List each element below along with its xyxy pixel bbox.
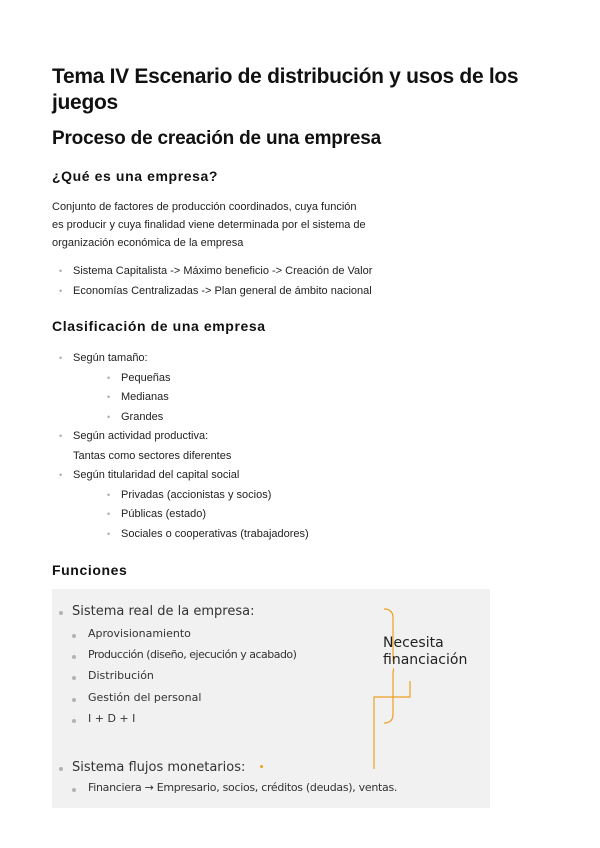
list-item: • Sistema Capitalista -> Máximo beneficio -> Creación de Valor (52, 262, 372, 282)
paragraph-line: Conjunto de factores de producción coordinados, cuya función (52, 201, 357, 213)
list-item-label: Según actividad productiva: (73, 430, 209, 442)
sub-list (73, 369, 309, 428)
bullet-dot (72, 655, 76, 659)
sub-list-item: • Medianas (73, 388, 309, 408)
section-heading-funciones: Funciones (52, 562, 128, 578)
list-item-continuation: Tantas como sectores diferentes (73, 449, 232, 462)
note-line: Necesita (383, 635, 444, 651)
list-item-label: Según tamaño: (73, 352, 148, 364)
section-heading-clasificacion: Clasificación de una empresa (52, 318, 266, 334)
note-line: financiación (383, 652, 468, 668)
connector-line-shape (370, 681, 415, 771)
list-item: • Economías Centralizadas -> Plan general de ámbito nacional (52, 282, 372, 302)
definition-paragraph (52, 198, 412, 252)
section-heading-que-es: ¿Qué es una empresa? (52, 168, 219, 184)
orange-dot-shape (260, 765, 263, 768)
document-title: Tema IV Escenario de distribución y usos de los juegos (52, 65, 519, 114)
document-subtitle: Proceso de creación de una empresa (52, 128, 382, 149)
slide-item: I + D + I (88, 712, 136, 725)
slide-item: Gestión del personal (88, 691, 202, 704)
bullet-dot (72, 676, 76, 680)
slide-group-title: Sistema real de la empresa: (72, 604, 255, 619)
paragraph-line: organización económica de la empresa (52, 237, 244, 249)
sub-list-item: • Privadas (accionistas y socios) (73, 486, 309, 506)
slide-item: Distribución (88, 669, 154, 682)
economic-systems-list (52, 262, 372, 301)
list-item (52, 427, 309, 466)
bullet-dot (72, 634, 76, 638)
list-item (52, 466, 309, 544)
financing-note (383, 635, 467, 669)
slide-group-title: Sistema flujos monetarios: (72, 760, 246, 775)
list-item-label: Según titularidad del capital social (73, 469, 240, 481)
classification-list (52, 349, 309, 544)
bullet-dot (72, 719, 76, 723)
sub-list-item: • Pequeñas (73, 369, 309, 389)
bullet-dot (59, 611, 63, 615)
sub-list (73, 486, 309, 545)
slide-item: Aprovisionamiento (88, 627, 191, 640)
paragraph-line: es producir y cuya finalidad viene determinada por el sistema de (52, 219, 366, 231)
sub-list-item: • Grandes (73, 408, 309, 428)
slide-item: Financiera → Empresario, socios, créditos (deudas), ventas. (88, 781, 398, 794)
bullet-dot (72, 788, 76, 792)
slide-item: Producción (diseño, ejecución y acabado) (88, 648, 297, 661)
bullet-dot (59, 767, 63, 771)
bullet-dot (72, 698, 76, 702)
sub-list-item: • Públicas (estado) (73, 505, 309, 525)
list-item (52, 349, 309, 427)
sub-list-item: • Sociales o cooperativas (trabajadores) (73, 525, 309, 545)
funciones-slide-image (52, 589, 490, 808)
